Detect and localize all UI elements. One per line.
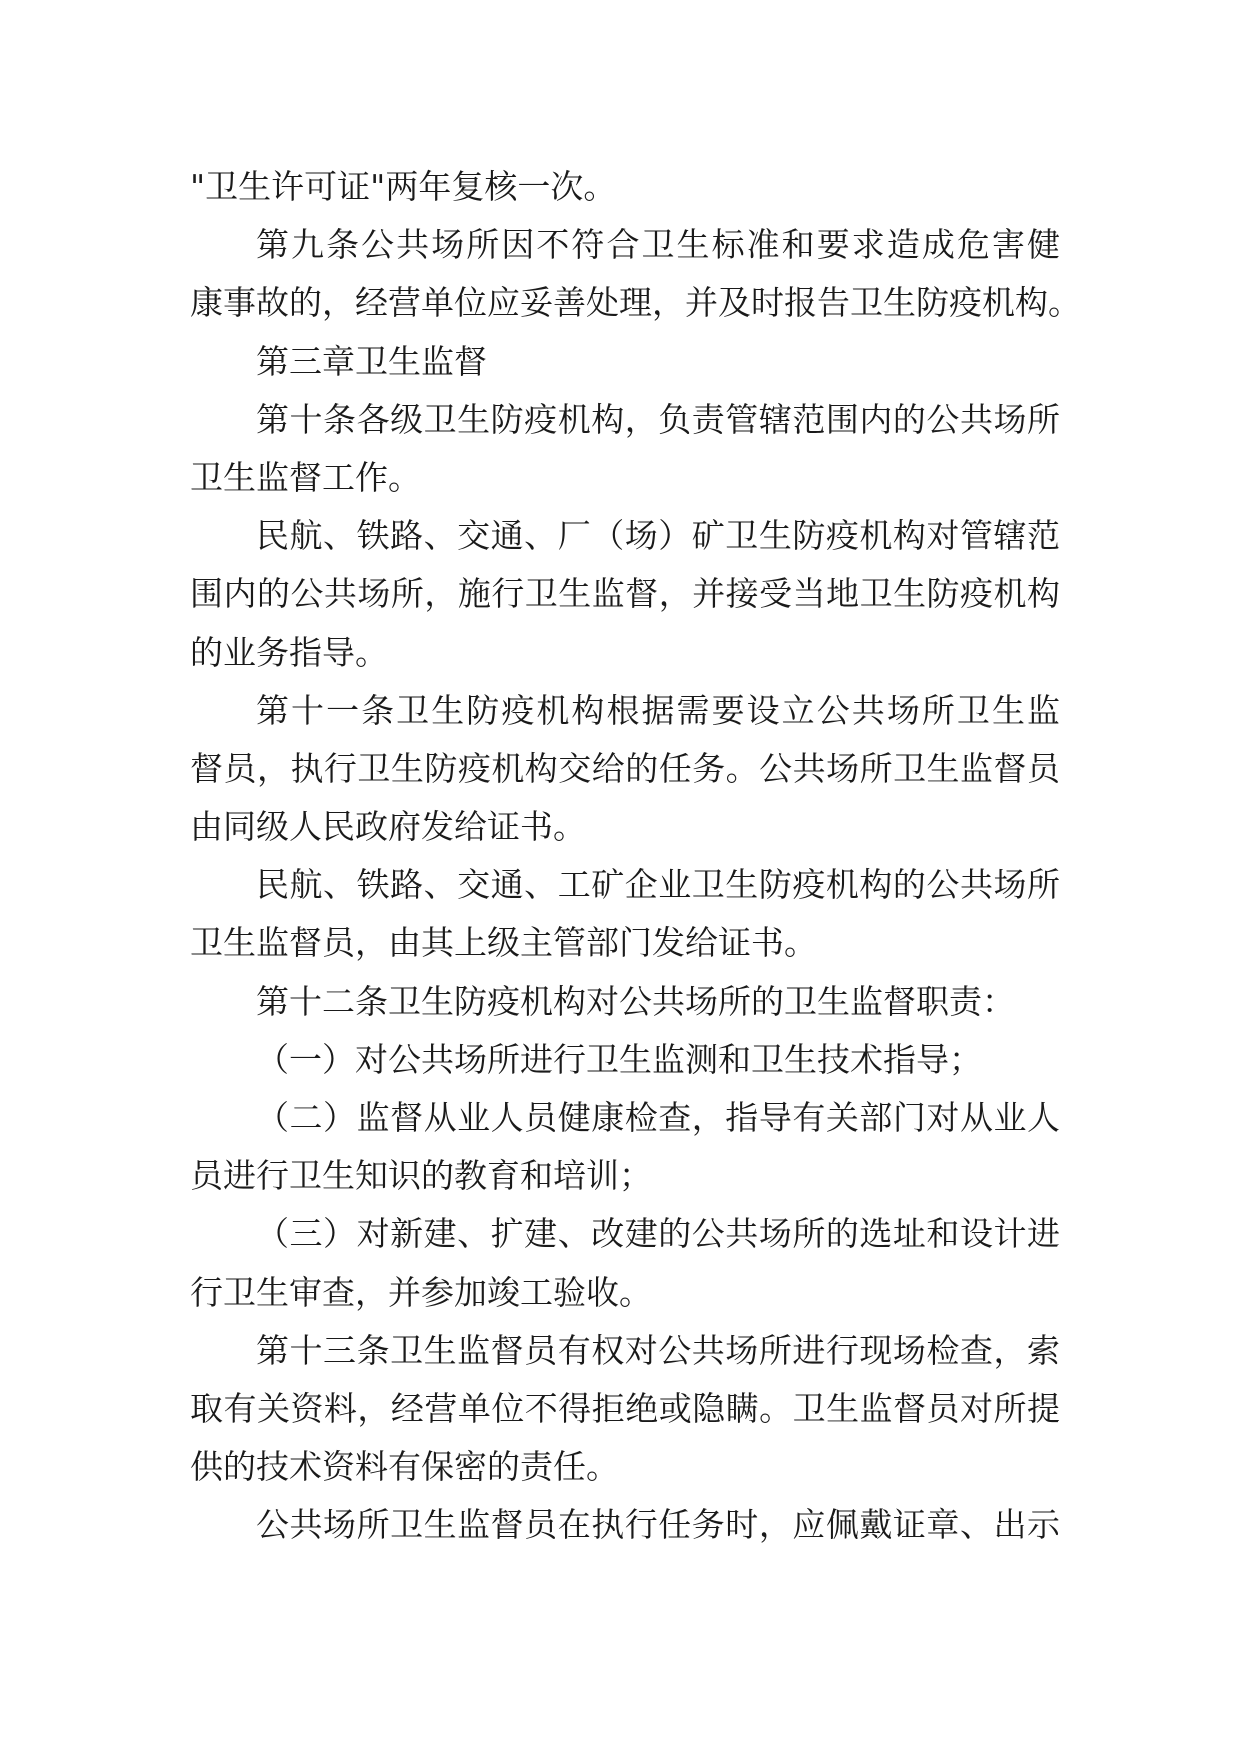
text-line: 供的技术资料有保密的责任。 xyxy=(190,1447,619,1487)
text-line: （三）对新建、扩建、改建的公共场所的选址和设计进 xyxy=(256,1214,1060,1254)
document-body xyxy=(190,158,1081,1555)
text-line: 由同级人民政府发给证书。 xyxy=(190,807,586,847)
text-line: 第十条各级卫生防疫机构，负责管辖范围内的公共场所 xyxy=(256,399,1060,439)
text-line: 行卫生审查，并参加竣工验收。 xyxy=(190,1272,652,1312)
text-line: 卫生监督工作。 xyxy=(190,457,421,497)
text-line: （二）监督从业人员健康检查，指导有关部门对从业人 xyxy=(256,1098,1060,1137)
text-line: 围内的公共场所，施行卫生监督，并接受当地卫生防疫机构 xyxy=(190,574,1060,614)
text-line: 的业务指导。 xyxy=(190,632,388,672)
text-line: 公共场所卫生监督员在执行任务时，应佩戴证章、出示 xyxy=(256,1505,1060,1545)
text-line: 第十一条卫生防疫机构根据需要设立公共场所卫生监 xyxy=(256,690,1060,730)
text-line: 员进行卫生知识的教育和培训； xyxy=(190,1156,652,1196)
text-line: 康事故的，经营单位应妥善处理，并及时报告卫生防疫机构。 xyxy=(190,283,1081,323)
text-line: 民航、铁路、交通、厂（场）矿卫生防疫机构对管辖范 xyxy=(256,516,1060,556)
text-line: （一）对公共场所进行卫生监测和卫生技术指导； xyxy=(256,1039,982,1079)
text-line: 第三章卫生监督 xyxy=(256,341,487,381)
text-line: "卫生许可证"两年复核一次。 xyxy=(190,167,617,206)
text-line: 第九条公共场所因不符合卫生标准和要求造成危害健 xyxy=(256,225,1060,265)
text-line: 第十二条卫生防疫机构对公共场所的卫生监督职责： xyxy=(256,981,1015,1021)
text-line: 第十三条卫生监督员有权对公共场所进行现场检查，索 xyxy=(256,1330,1060,1370)
text-line: 民航、铁路、交通、工矿企业卫生防疫机构的公共场所 xyxy=(256,865,1060,905)
text-line: 取有关资料，经营单位不得拒绝或隐瞒。卫生监督员对所提 xyxy=(190,1388,1060,1428)
text-line: 卫生监督员，由其上级主管部门发给证书。 xyxy=(190,923,817,963)
text-line: 督员，执行卫生防疫机构交给的任务。公共场所卫生监督员 xyxy=(190,748,1060,788)
